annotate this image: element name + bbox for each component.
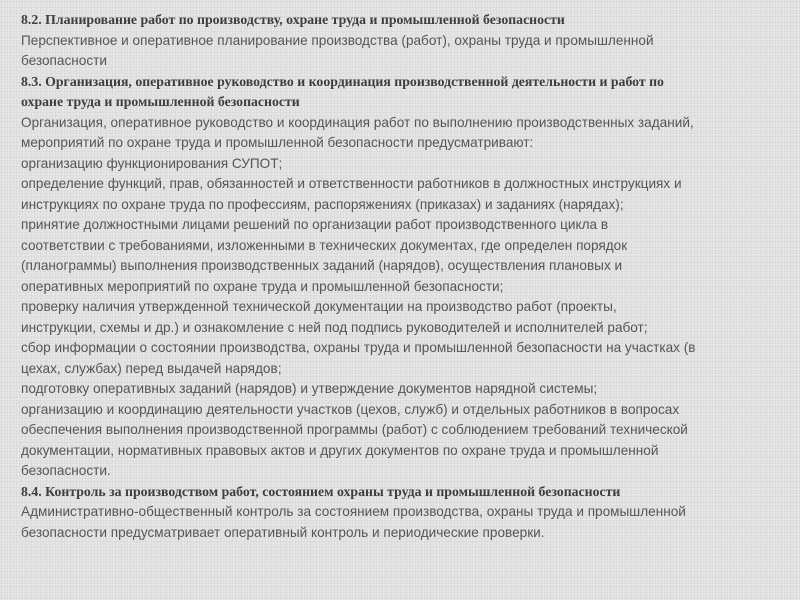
body-paragraph: Организация, оперативное руководство и координация работ по выполнению производственных заданий, мероприятий по охране труда и промышленной безопасности предусматривают: [21,114,694,150]
list-item: принятие должностными лицами решений по организации работ производственного цикла в соответствии с требованиями, изложенными в технических документах, где определен порядок (планограммы) выполнения производственных заданий (нарядов), осуществления плановых и оперативных мероприятий по охране труда и промышленной безопасности; [21,217,628,294]
list-item: определение функций, прав, обязанностей и ответственности работников в должностных инструкциях и инструкциях по охране труда по профессиям, распоряжениях (приказах) и заданиях (нарядах); [21,176,682,212]
list-item: подготовку оперативных заданий (нарядов) и утверждение документов нарядной системы; [21,381,598,396]
list-item: организацию функционирования СУПОТ; [21,155,283,171]
section-heading-8-3: 8.3. Организация, оперативное руководство и координация производственной деятельности и работ по охране труда и промышленной безопасности [21,73,664,109]
list-item: проверку наличия утвержденной технической документации на производство работ (проекты, инструкции, схемы и др.) и ознакомление с ней под подпись руководителей и исполнителей работ; [21,299,648,335]
list-item: сбор информации о состоянии производства, охраны труда и промышленной безопасности на участках (в цехах, службах) перед выдачей нарядов; [21,340,696,376]
document-text-block [21,10,778,543]
body-paragraph: Административно-общественный контроль за состоянием производства, охраны труда и промышленной безопасности предусматривает оперативный контроль и периодические проверки. [21,504,686,540]
list-item: организацию и координацию деятельности участков (цехов, служб) и отдельных работников в вопросах обеспечения выполнения производственной программы (работ) с соблюдением требований технической документации, нормативных правовых актов и других документов по охране труда и промышленной безопасности. [21,401,688,478]
section-heading-8-2: 8.2. Планирование работ по производству, охране труда и промышленной безопасности [21,12,565,27]
body-paragraph: Перспективное и оперативное планирование производства (работ), охраны труда и промышленной безопасности [21,32,654,68]
section-heading-8-4: 8.4. Контроль за производством работ, состоянием охраны труда и промышленной безопасности [21,483,621,499]
